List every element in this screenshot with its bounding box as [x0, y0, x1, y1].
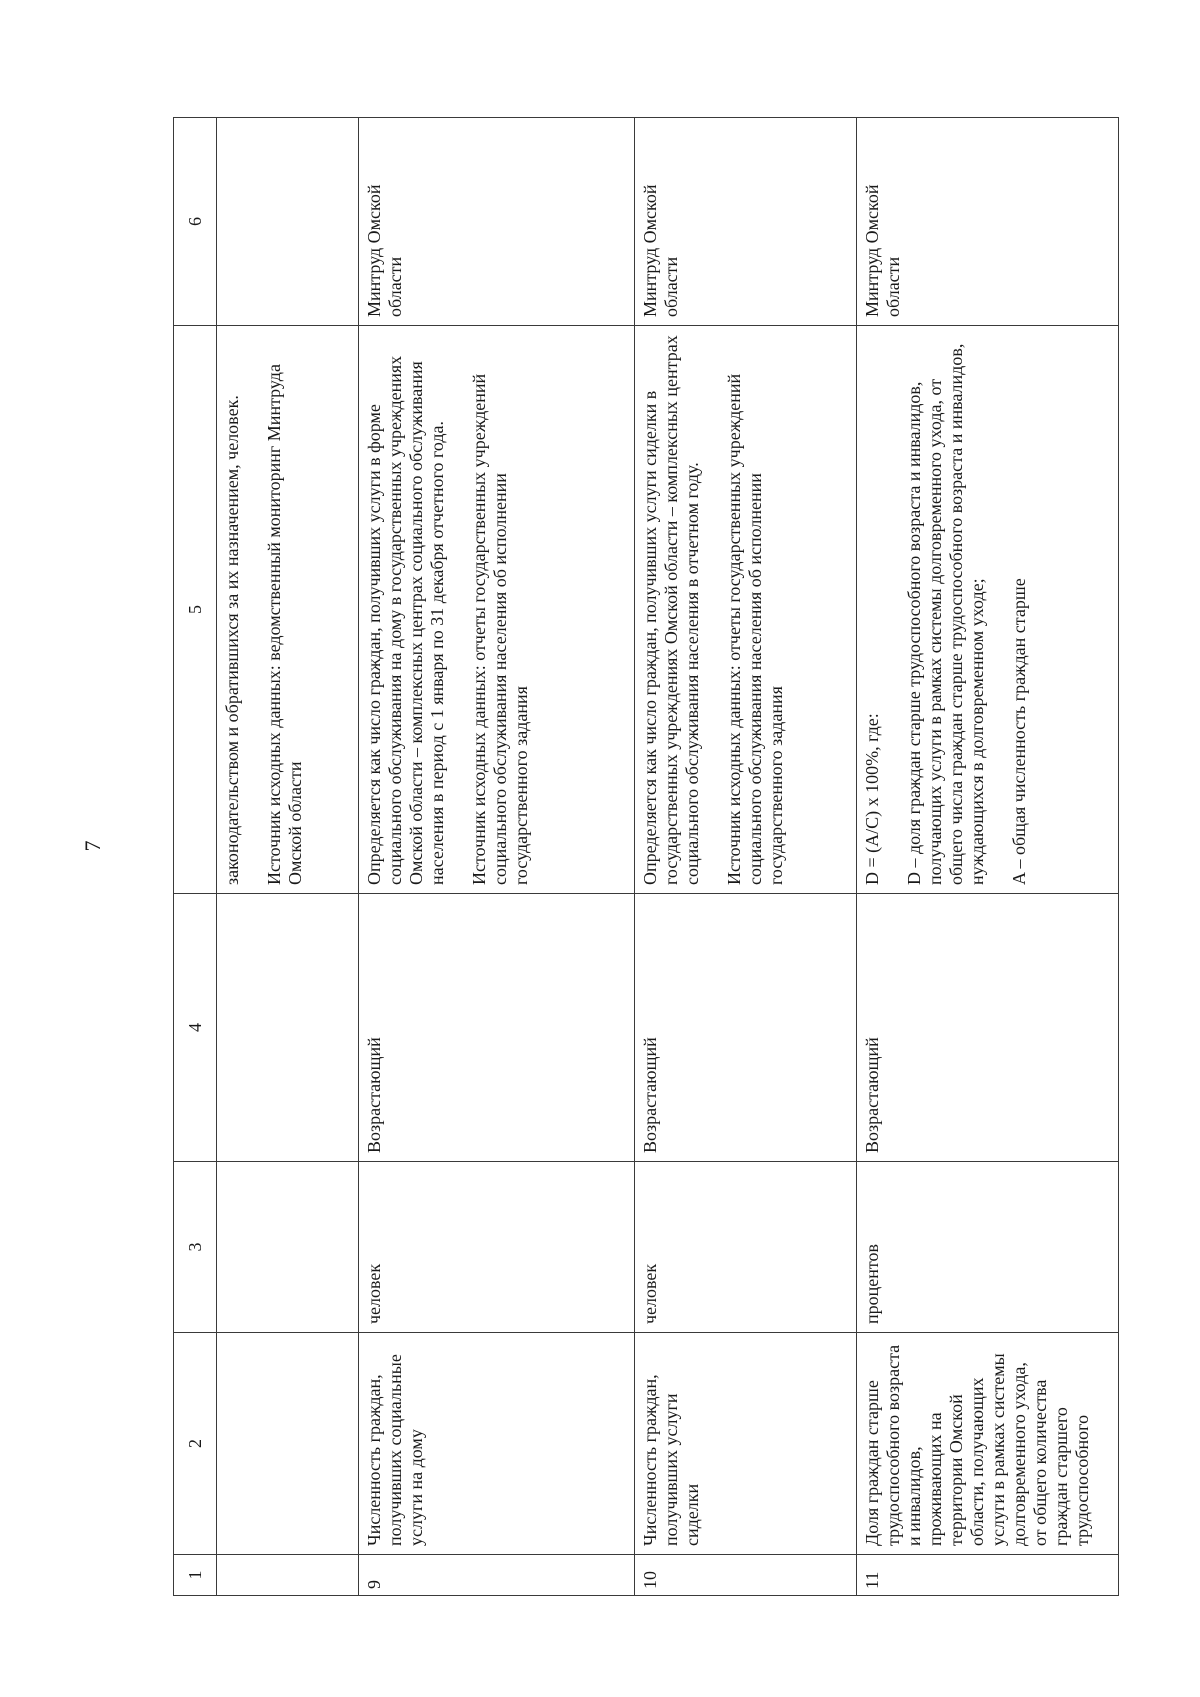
method-text: Определяется как число граждан, получивших услуги сиделки в государственных учреждениях Омской области – комплексных центрах социального обслуживания населения в отчетном году. — [640, 335, 702, 885]
rotated-table-container — [173, 118, 1119, 1596]
header-col-6: 6 — [174, 118, 217, 326]
cell-indicator-name: Численность граждан, получивших социальные услуги на дому — [359, 1333, 635, 1555]
cell-number: 11 — [857, 1555, 1119, 1596]
table-row — [359, 118, 635, 1596]
cell-unit: процентов — [857, 1162, 1119, 1333]
cell-responsible: Минтруд Омской области — [857, 118, 1119, 326]
header-col-4: 4 — [174, 894, 217, 1162]
cell-method — [635, 326, 857, 894]
cell-responsible: Минтруд Омской области — [635, 118, 857, 326]
cell-unit: человек — [635, 1162, 857, 1333]
formula-definition-a: A – общая численность граждан старше — [1009, 578, 1029, 885]
cell-number: 10 — [635, 1555, 857, 1596]
header-col-5: 5 — [174, 326, 217, 894]
cell-unit: человек — [359, 1162, 635, 1333]
data-source-text: Источник исходных данных: отчеты государственных учреждений социального обслуживания населения об исполнении государственного задания — [724, 373, 786, 885]
cell-method — [359, 326, 635, 894]
method-text: Определяется как число граждан, получивших услуги в форме социального обслуживания на дому в государственных учреждениях Омской области – комплексных центрах социального обслуживания населения в период с 1 января по 31 декабря отчетного года. — [364, 355, 447, 885]
formula-definition-d: D – доля граждан старше трудоспособного возраста и инвалидов, получающих услуги в рамках системы долговременного ухода, от общего числа граждан старше трудоспособного возраста и инвалидов, нуждающихся в долговременном уходе; — [904, 343, 987, 885]
cell-number — [217, 1555, 359, 1596]
cell-trend: Возрастающий — [359, 894, 635, 1162]
header-col-1: 1 — [174, 1555, 217, 1596]
cell-trend: Возрастающий — [857, 894, 1119, 1162]
header-col-2: 2 — [174, 1333, 217, 1555]
header-col-3: 3 — [174, 1162, 217, 1333]
cell-method — [217, 326, 359, 894]
cell-responsible: Минтруд Омской области — [359, 118, 635, 326]
data-source-text: Источник исходных данных: ведомственный мониторинг Минтруда Омской области — [264, 364, 305, 885]
method-text: законодательством и обратившихся за их назначением, человек. — [222, 395, 242, 885]
cell-indicator-name: Численность граждан, получивших услуги сиделки — [635, 1333, 857, 1555]
indicators-table — [173, 117, 1119, 1596]
table-row-continuation — [217, 118, 359, 1596]
data-source-text: Источник исходных данных: отчеты государственных учреждений социального обслуживания населения об исполнении государственного задания — [469, 373, 531, 885]
cell-responsible — [217, 118, 359, 326]
cell-method — [857, 326, 1119, 894]
cell-trend — [217, 894, 359, 1162]
cell-trend: Возрастающий — [635, 894, 857, 1162]
cell-number: 9 — [359, 1555, 635, 1596]
formula-text: D = (A/C) x 100%, где: — [862, 713, 882, 885]
cell-unit — [217, 1162, 359, 1333]
page-number: 7 — [80, 840, 105, 852]
table-row — [635, 118, 857, 1596]
cell-indicator-name — [217, 1333, 359, 1555]
table-row — [857, 118, 1119, 1596]
indicator-name-text: Доля граждан старше трудоспособного возраста и инвалидов, проживающих на территории Омской области, получающих услуги в рамках системы долговременного ухода, от общего количества граждан старшего трудоспособного — [862, 1344, 1092, 1546]
cell-indicator-name — [857, 1333, 1119, 1555]
table-header-row — [174, 118, 217, 1596]
